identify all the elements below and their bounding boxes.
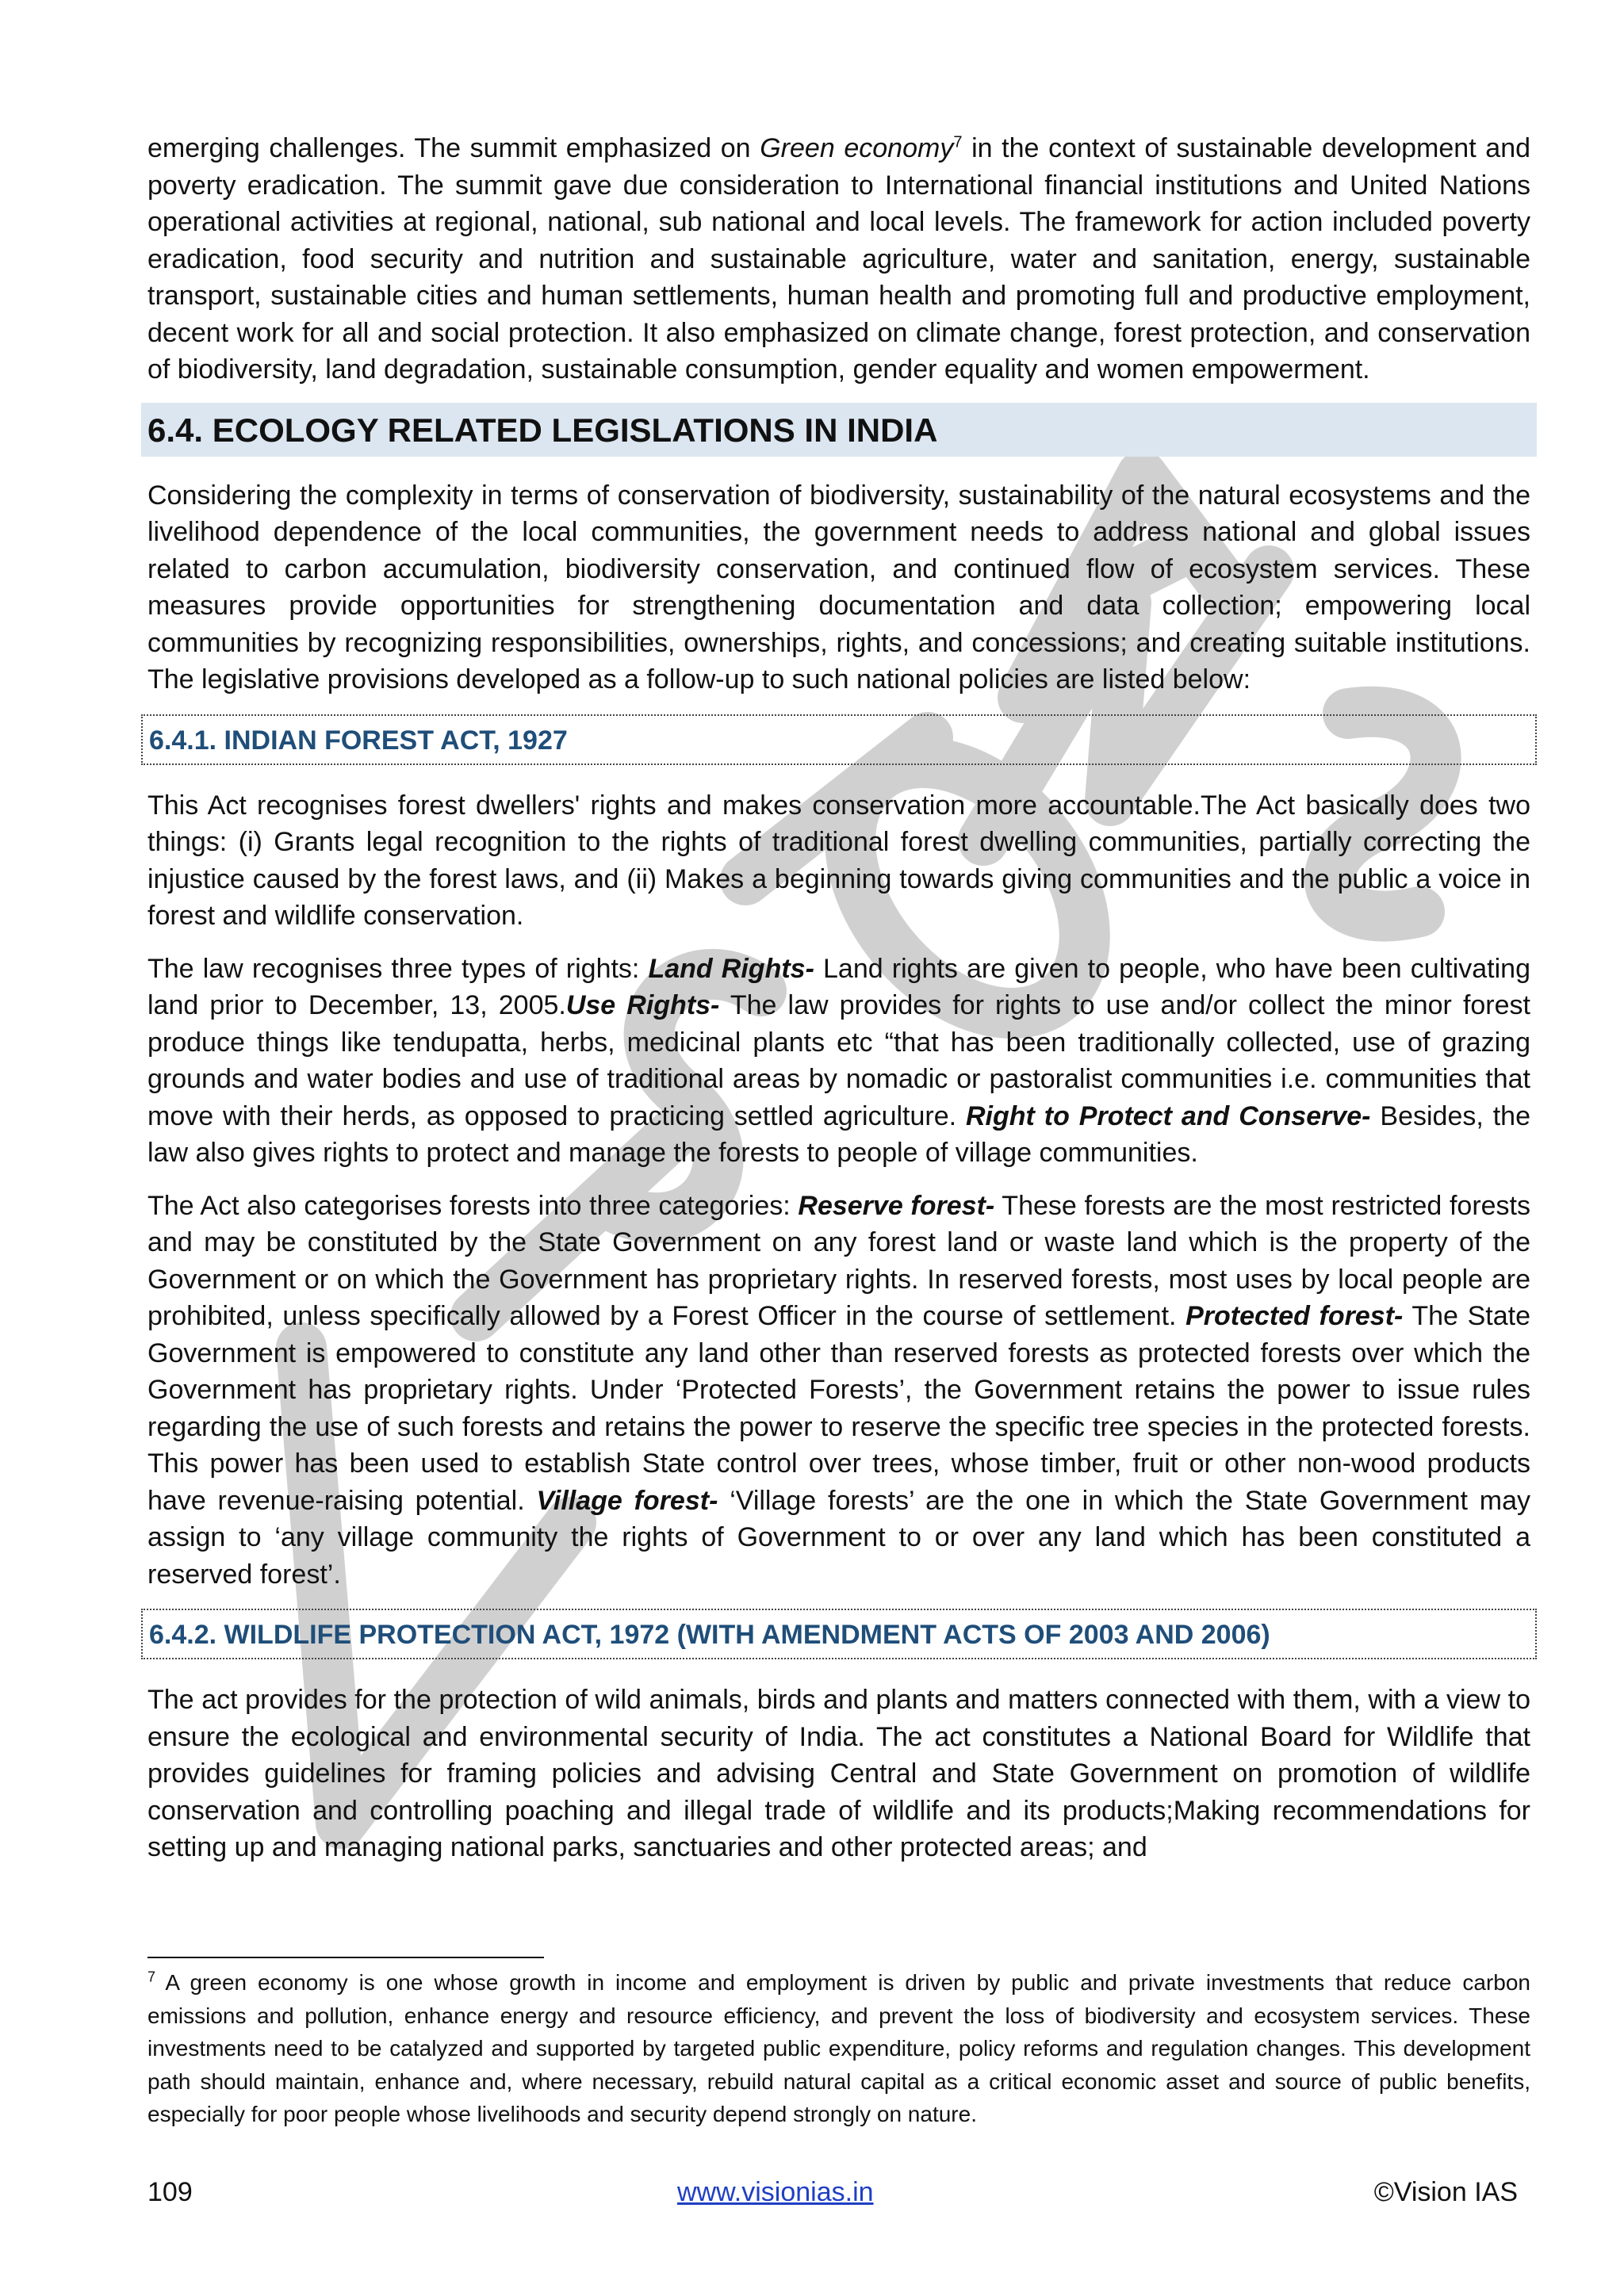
- subsection-heading-6-4-2: 6.4.2. WILDLIFE PROTECTION ACT, 1972 (WITH AMENDMENT ACTS OF 2003 AND 2006): [141, 1609, 1537, 1659]
- green-economy-term: Green economy: [760, 133, 954, 163]
- page-number: 109: [147, 2177, 193, 2207]
- footnote-number: 7: [147, 1969, 156, 1985]
- document-body: [147, 130, 1530, 1882]
- footnote-ref[interactable]: 7: [953, 133, 963, 151]
- reserve-forest-term: Reserve forest-: [798, 1190, 995, 1221]
- forest-act-paragraph-1: This Act recognises forest dwellers' rights and makes conservation more accountable.The Act basically does two things: (i) Grants legal recognition to the rights of traditional forest dwelling communities, partially correcting the injustice caused by the forest laws, and (ii) Makes a beginning towards giving communities and the public a voice in forest and wildlife conservation.: [147, 790, 1530, 931]
- page-footer: [147, 2174, 1530, 2212]
- section-heading-6-4: 6.4. ECOLOGY RELATED LEGISLATIONS IN INDIA: [141, 403, 1537, 457]
- right-to-protect-term: Right to Protect and Conserve-: [966, 1100, 1371, 1131]
- protected-forest-term: Protected forest-: [1185, 1301, 1404, 1331]
- footnote-divider: [147, 1957, 544, 1958]
- forest-act-categories-paragraph: The Act also categorises forests into three categories: Reserve forest- These forests are the most restricted forests and may be constituted by the State Government on any forest land or waste land which is the property of the Government or on which the Government has proprietary rights. In reserved forests, most uses by local people are prohibited, unless specifically allowed by a Forest Officer in the course of settlement. Protected forest- The State Government is empowered to constitute any land other than reserved forests as protected forests over which the Government has proprietary rights. Under ‘Protected Forests’, the Government retains the power to issue rules regarding the use of such forests and retains the power to reserve the specific tree species in the protected forests. This power has been used to establish State control over trees, whose timber, fruit or other non-wood products have revenue-raising potential. Village forest- ‘Village forests’ are the one in which the State Government may assign to ‘any village community the rights of Government to or over any land which has been constituted a reserved forest’.: [147, 1190, 1531, 1590]
- section-6-4-paragraph: Considering the complexity in terms of conservation of biodiversity, sustainability of the natural ecosystems and the livelihood dependence of the local communities, the government needs to address national and global issues related to carbon accumulation, biodiversity conservation, and continued flow of ecosystem services. These measures provide opportunities for strengthening documentation and data collection; empowering local communities by recognizing responsibilities, ownerships, rights, and concessions; and creating suitable institutions. The legislative provisions developed as a follow-up to such national policies are listed below:: [147, 480, 1530, 695]
- village-forest-term: Village forest-: [536, 1485, 718, 1516]
- intro-paragraph: emerging challenges. The summit emphasized on Green economy$^7$ in the context of sustainable development and poverty eradication. The summit gave due consideration to International financial institutions and United Nations operational activities at regional, national, sub national and local levels. The framework for action included poverty eradication, food security and nutrition and sustainable agriculture, water and sanitation, energy, sustainable transport, sustainable cities and human settlements, human health and promoting full and productive employment, decent work for all and social protection. It also emphasized on climate change, forest protection, and conservation of biodiversity, land degradation, sustainable consumption, gender equality and women empowerment.: [147, 133, 1531, 385]
- footnote-7: $^7$ A green economy is one whose growth in income and employment is driven by public and private investments that reduce carbon emissions and pollution, enhance energy and resource efficiency, and prevent the loss of biodiversity and ecosystem services. These investments need to be catalyzed and supported by targeted public expenditure, policy reforms and regulation changes. This development path should maintain, enhance and, where necessary, rebuild natural capital as a critical economic asset and source of public benefits, especially for poor people whose livelihoods and security depend strongly on nature.: [147, 1969, 1530, 2126]
- land-rights-term: Land Rights-: [648, 953, 814, 984]
- use-rights-term: Use Rights-: [565, 990, 720, 1020]
- forest-act-rights-paragraph: The law recognises three types of rights: Land Rights- Land rights are given to people, who have been cultivating land prior to December, 13, 2005.Use Rights- The law provides for rights to use and/or collect the minor forest produce things like tendupatta, herbs, medicinal plants etc “that has been traditionally collected, use of grazing grounds and water bodies and use of traditional areas by nomadic or pastoralist communities i.e. communities that move with their herds, as opposed to practicing settled agriculture. Right to Protect and Conserve- Besides, the law also gives rights to protect and manage the forests to people of village communities.: [147, 953, 1530, 1168]
- copyright-notice: ©Vision IAS: [1373, 2177, 1518, 2207]
- website-link[interactable]: www.visionias.in: [677, 2177, 874, 2207]
- wildlife-act-paragraph: The act provides for the protection of wild animals, birds and plants and matters connected with them, with a view to ensure the ecological and environmental security of India. The act constitutes a National Board for Wildlife that provides guidelines for framing policies and advising Central and State Government on promotion of wildlife conservation and controlling poaching and illegal trade of wildlife and its products;Making recommendations for setting up and managing national parks, sanctuaries and other protected areas; and: [147, 1685, 1530, 1862]
- subsection-heading-6-4-1: 6.4.1. INDIAN FOREST ACT, 1927: [141, 714, 1537, 765]
